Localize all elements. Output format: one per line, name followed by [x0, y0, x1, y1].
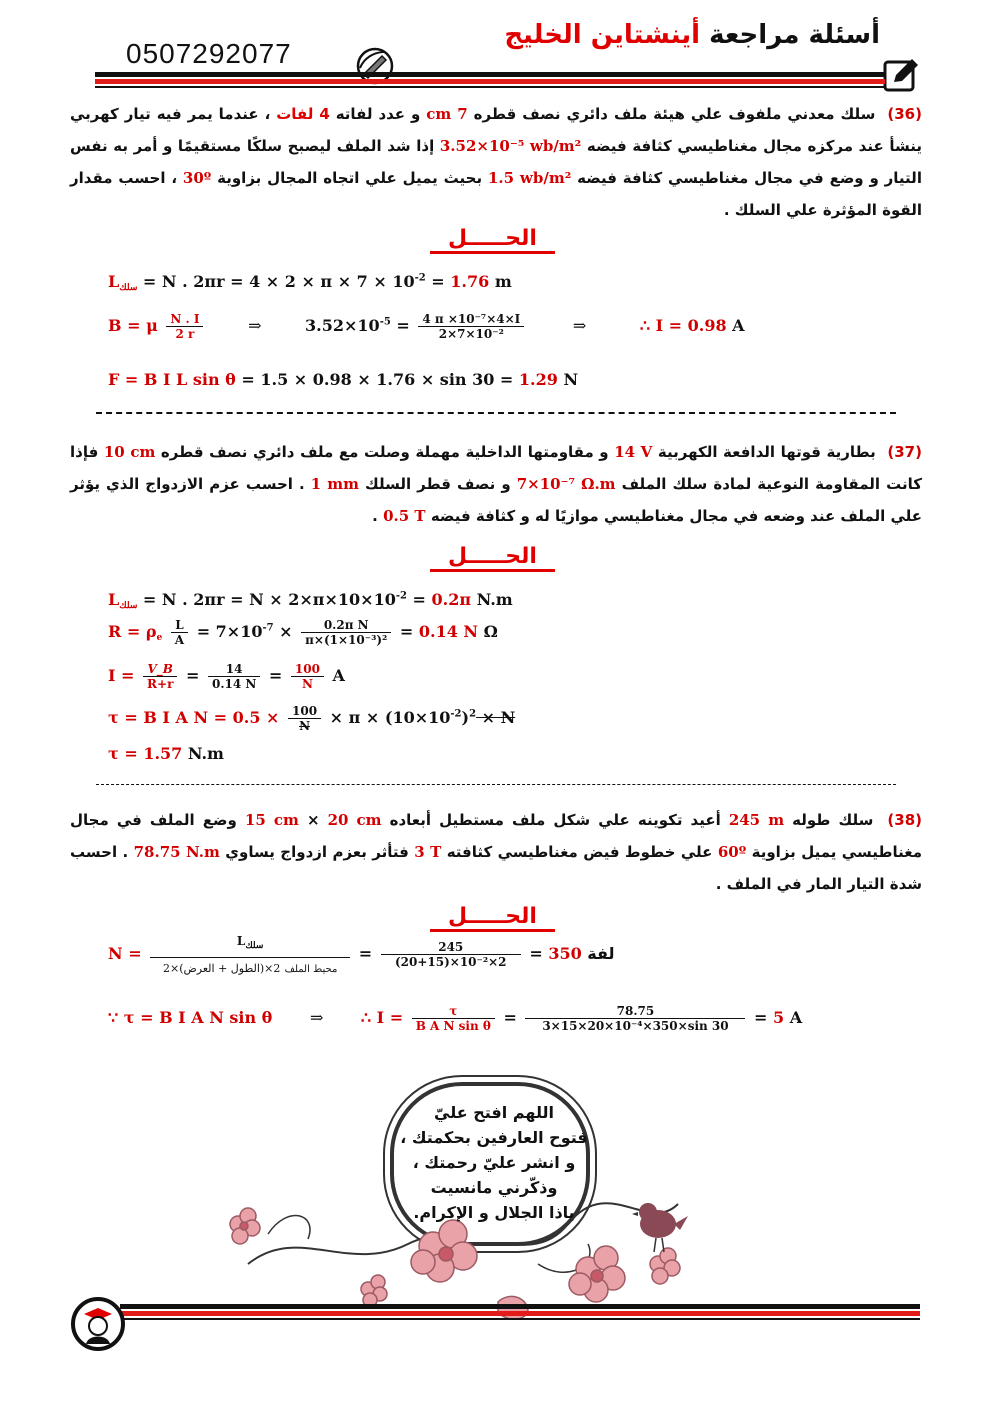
- bird-icon: [632, 1203, 688, 1252]
- section-divider: [96, 412, 896, 414]
- solution-heading: الحـــــل: [430, 544, 555, 569]
- question-text: سلك طوله: [792, 811, 874, 829]
- title-red: أينشتاين الخليج: [504, 20, 701, 50]
- header-rule-black: [95, 72, 885, 77]
- header-rule-thin: [95, 86, 885, 88]
- equation-turns: N = $\frac{L_{سلك}}{\text{محيط الملف 2×(الطول + العرض)×2}}$ = $\frac{245}{\text{(20+15)×10⁻²×2}}$ = 350 لفة: [108, 934, 615, 975]
- title-black: أسئلة مراجعة: [709, 20, 880, 50]
- question-text: فإذا كانت المقاومة النوعية لمادة سلك الملف: [70, 443, 922, 493]
- header-rule-red: [95, 79, 885, 84]
- value-highlight: 245 m: [728, 811, 785, 829]
- value-highlight: 10 cm: [103, 443, 156, 461]
- value-highlight: 0.5 T: [383, 507, 426, 525]
- question-text: وضع الملف في مجال مغناطيسي يميل بزاوية: [70, 811, 923, 861]
- question-text: .: [372, 507, 378, 525]
- solution-heading: الحـــــل: [430, 904, 555, 929]
- equation-torque-result: τ = 1.57 N.m: [108, 744, 224, 763]
- question-text: سلك معدني ملفوف علي هيئة ملف دائري نصف قطره: [473, 105, 876, 123]
- question-text: . احسب شدة التيار المار في الملف .: [70, 843, 922, 893]
- graduate-avatar-icon: [70, 1296, 126, 1352]
- footer-rule-red: [120, 1311, 920, 1316]
- value-highlight: 7 cm: [426, 105, 468, 123]
- question-number: (36): [887, 105, 922, 123]
- question-text: بحيث يميل علي اتجاه المجال بزاوية: [217, 169, 483, 187]
- value-highlight: 20 cm: [327, 811, 382, 829]
- value-highlight: 78.75 N.m: [133, 843, 220, 861]
- equation-force: F = B I L sin θ = 1.5 × 0.98 × 1.76 × sin 30 = 1.29 N: [108, 370, 579, 389]
- solution-heading: الحـــــل: [430, 226, 555, 251]
- question-number: (38): [887, 811, 922, 829]
- question-text: إذا شد الملف ليصبح سلكًا مستقيمًا و أمر به نفس التيار و وضع في مجال مغناطيسي كثافة فيضه: [70, 137, 922, 187]
- prayer-text: اللهم افتح عليّ فتوح العارفين بحكمتك ، و انشر عليّ رحمتك ، وذكّرني مانسيت ياذا الجلال و الإكرام.: [400, 1103, 588, 1222]
- question-text: و مقاومتها الداخلية مهملة وصلت مع ملف دائري نصف قطره: [160, 443, 609, 461]
- equation-field: B = μ $\frac{N . I}{2 r}$ ⇒ $3.52\times 10^{-5}$ = $\frac{\text{4 π ×10⁻⁷×4×I}}{\text{2×7×10⁻²}}$ ⇒ ∴ I = 0.98 A: [108, 312, 745, 341]
- question-text: بطارية قوتها الدافعة الكهربية: [657, 443, 876, 461]
- page-title: [504, 20, 880, 50]
- equation-length: $L_{سلك} = N$ . $2\pi r = 4 \times 2 \times \pi \times 7 \times 10^{-2} = 1.76$ m: [108, 272, 512, 293]
- value-highlight: 30º: [182, 169, 212, 187]
- equation-torque: τ = B I A N = 0.5 × $\frac{100}{N}$ × $\pi \times (10\times 10^{-2})^2 \times N$: [108, 704, 516, 733]
- value-highlight: 3.52×10⁻⁵ wb/m²: [439, 137, 582, 155]
- question-text: أعيد تكوينه علي شكل ملف مستطيل أبعاده: [389, 811, 721, 829]
- question-text: و عدد لفاته: [335, 105, 421, 123]
- value-highlight: 4 لفات: [276, 105, 330, 123]
- value-highlight: 3 T: [414, 843, 442, 861]
- question-text: ×: [306, 811, 320, 829]
- question-text: فتأثر بعزم ازدواج يساوي: [225, 843, 409, 861]
- question-text: ، احسب مقدار القوة المؤثرة علي السلك .: [70, 169, 922, 219]
- pencil-edit-icon: [882, 56, 922, 94]
- arrow-icon: ⇒: [309, 1008, 324, 1027]
- question-text: علي خطوط فيض مغناطيسي كثافته: [446, 843, 713, 861]
- question-text: و نصف قطر السلك: [365, 475, 511, 493]
- phone-number: 0507292077: [126, 38, 292, 69]
- section-divider: [96, 784, 896, 785]
- arrow-icon: ⇒: [248, 316, 262, 335]
- equation-length: $L_{سلك} = N$ . $2\pi r = N \times 2\times\pi\times 10\times 10^{-2} = 0.2\pi$ N.m: [108, 590, 513, 611]
- equation-resistance: $R = \rho_e$ $\frac{L}{A}$ = $7\times 10^{-7}$ × $\frac{\text{0.2π N}}{\text{π×(1×10⁻³)²}}$ = 0.14 N Ω: [108, 618, 498, 647]
- footer-rule-thin: [120, 1318, 920, 1320]
- question-text: . احسب عزم الازدواج الذي يؤثر علي الملف عند وضعه في مجال مغناطيسي موازيًا له و كثافة فيضه: [70, 475, 922, 525]
- value-highlight: 1 mm: [310, 475, 359, 493]
- footer-rule-black: [120, 1304, 920, 1309]
- question-36: [70, 98, 922, 226]
- question-37: [70, 436, 922, 532]
- question-number: (37): [887, 443, 922, 461]
- equation-current: I = $\frac{V\_B}{R+r}$ = $\frac{14}{0.14 N}$ = $\frac{100}{N}$ A: [108, 662, 345, 691]
- equation-current: ∵ τ = B I A N sin θ ⇒ ∴ I = $\frac{\tau}{\text{B A N sin θ}}$ = $\frac{78.75}{\text{3×15×20×10⁻⁴×350×sin 30}}$ = 5 A: [108, 1004, 803, 1033]
- value-highlight: 1.5 wb/m²: [487, 169, 572, 187]
- question-text: ، عندما يمر فيه تيار كهربي ينشأ عند مركزه مجال مغناطيسي كثافة فيضه: [70, 105, 922, 155]
- value-highlight: 60º: [717, 843, 747, 861]
- value-highlight: 15 cm: [244, 811, 299, 829]
- question-38: [70, 804, 922, 900]
- value-highlight: 7×10⁻⁷ Ω.m: [516, 475, 616, 493]
- value-highlight: 14 V: [614, 443, 653, 461]
- arrow-icon: ⇒: [572, 316, 587, 335]
